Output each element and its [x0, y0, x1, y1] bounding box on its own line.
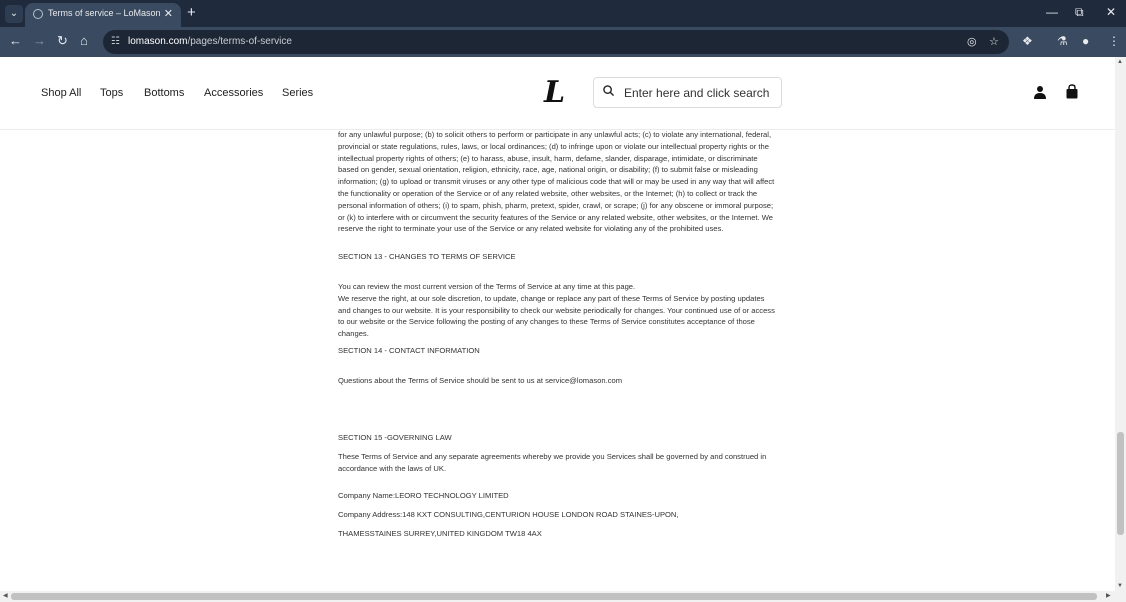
horizontal-scrollbar-thumb[interactable] — [11, 593, 1097, 600]
active-tab[interactable] — [25, 3, 181, 27]
nav-tops[interactable]: Tops — [100, 87, 124, 99]
eye-off-icon[interactable]: ◎ — [967, 36, 977, 48]
company-address: Company Address:148 KXT CONSULTING,CENTURION HOUSE LONDON ROAD STAINES-UPON, — [338, 509, 679, 519]
site-info-icon[interactable]: ☷ — [111, 36, 120, 47]
extensions-icon[interactable]: ❖ — [1022, 34, 1033, 48]
prohibited-uses-paragraph: for any unlawful purpose; (b) to solicit others to perform or participate in any unlawful acts; (c) to violate any international, federal, provincial or state regulations, rules, laws, or local ordinances; (d) to infringe upon or violate our intellectual property rights or the intellectual property rights of others; (e) to harass, abuse, insult, harm, defame, slander, disparage, intimidate, or discriminate based on gender, sexual orientation, religion, ethnicity, race, age, national origin, or disability; (f) to submit false or misleading information; (g) to upload or transmit viruses or any other type of malicious code that will or may be used in any way that will affect the functionality or operation of the Service or of any related website, other websites, or the Internet; (h) to collect or track the personal information of others; (i) to spam, phish, pharm, pretext, spider, crawl, or scrape; (j) for any obscene or immoral purpose; or (k) to interfere with or circumvent the security features of the Service or any related website, other websites, or the Internet. We reserve the right to terminate your use of the Service or any related website for violating any of the prohibited uses. — [338, 130, 775, 234]
search-box[interactable] — [593, 77, 782, 108]
section-13-title: SECTION 13 - CHANGES TO TERMS OF SERVICE — [338, 252, 516, 261]
section-13-paragraph-2: We reserve the right, at our sole discretion, to update, change or replace any part of these Terms of Service by posting updates and changes to our website. It is your responsibility to check our website periodically for changes. Your continued use of or access to our website or the Service following the posting of any changes to these Terms of Service constitutes acceptance of those changes. — [338, 293, 775, 339]
url-text[interactable] — [128, 36, 292, 47]
url-path: /pages/terms-of-service — [187, 36, 292, 47]
horizontal-scrollbar[interactable] — [0, 591, 1126, 602]
tab-close-icon[interactable]: ✕ — [163, 8, 173, 20]
home-icon[interactable]: ⌂ — [80, 33, 88, 48]
terms-content — [338, 129, 778, 540]
company-address-line-2: THAMESSTAINES SURREY,UNITED KINGDOM TW18 4AX — [338, 528, 542, 538]
search-input[interactable] — [624, 84, 778, 102]
scroll-right-arrow-icon[interactable]: ▶ — [1106, 593, 1111, 599]
section-14-title: SECTION 14 - CONTACT INFORMATION — [338, 345, 480, 355]
restore-icon[interactable]: ⧉ — [1075, 5, 1084, 19]
search-icon[interactable] — [603, 85, 614, 96]
scroll-left-arrow-icon[interactable]: ◀ — [3, 593, 8, 599]
back-icon[interactable]: ← — [9, 33, 22, 48]
browser-menu-icon[interactable]: ⋮ — [1108, 34, 1120, 48]
section-13-paragraph-1: You can review the most current version of the Terms of Service at any time at this page. — [338, 282, 636, 291]
section-15-title: SECTION 15 -GOVERNING LAW — [338, 432, 452, 442]
tab-title: Terms of service – LoMason — [48, 8, 161, 18]
reload-icon[interactable]: ↻ — [57, 33, 68, 48]
section-15-paragraph: These Terms of Service and any separate agreements whereby we provide you Services shall be governed by and construed in accordance with the laws of UK. — [338, 451, 767, 473]
shopping-bag-icon[interactable] — [1065, 84, 1079, 99]
labs-icon[interactable]: ⚗ — [1057, 34, 1068, 48]
site-header — [0, 57, 1115, 130]
bookmark-star-icon[interactable]: ☆ — [989, 36, 999, 48]
window-close-icon[interactable]: ✕ — [1106, 5, 1117, 19]
profile-icon[interactable]: ● — [1082, 34, 1090, 48]
nav-shop-all[interactable]: Shop All — [41, 87, 82, 99]
nav-series[interactable]: Series — [282, 87, 314, 99]
forward-icon[interactable]: → — [33, 33, 46, 48]
nav-accessories[interactable]: Accessories — [204, 87, 264, 99]
address-bar[interactable] — [103, 30, 1009, 54]
nav-bottoms[interactable]: Bottoms — [144, 87, 185, 99]
globe-icon — [33, 9, 43, 19]
new-tab-button[interactable]: + — [187, 4, 196, 21]
vertical-scrollbar-thumb[interactable] — [1117, 432, 1124, 535]
url-host: lomason.com — [128, 36, 188, 47]
account-icon[interactable] — [1033, 85, 1047, 99]
scroll-up-arrow-icon[interactable]: ▲ — [1117, 59, 1123, 65]
company-name: Company Name:LEORO TECHNOLOGY LIMITED — [338, 490, 509, 500]
minimize-icon[interactable]: — — [1046, 5, 1058, 19]
chevron-down-icon: ⌄ — [9, 8, 19, 19]
browser-toolbar — [0, 27, 1126, 57]
tab-search-button[interactable] — [5, 5, 23, 23]
vertical-scrollbar[interactable] — [1115, 57, 1126, 591]
scroll-down-arrow-icon[interactable]: ▼ — [1117, 583, 1123, 589]
tab-strip — [0, 0, 1126, 27]
site-logo[interactable]: L — [544, 75, 566, 110]
section-14-paragraph: Questions about the Terms of Service should be sent to us at service@lomason.com — [338, 375, 623, 385]
